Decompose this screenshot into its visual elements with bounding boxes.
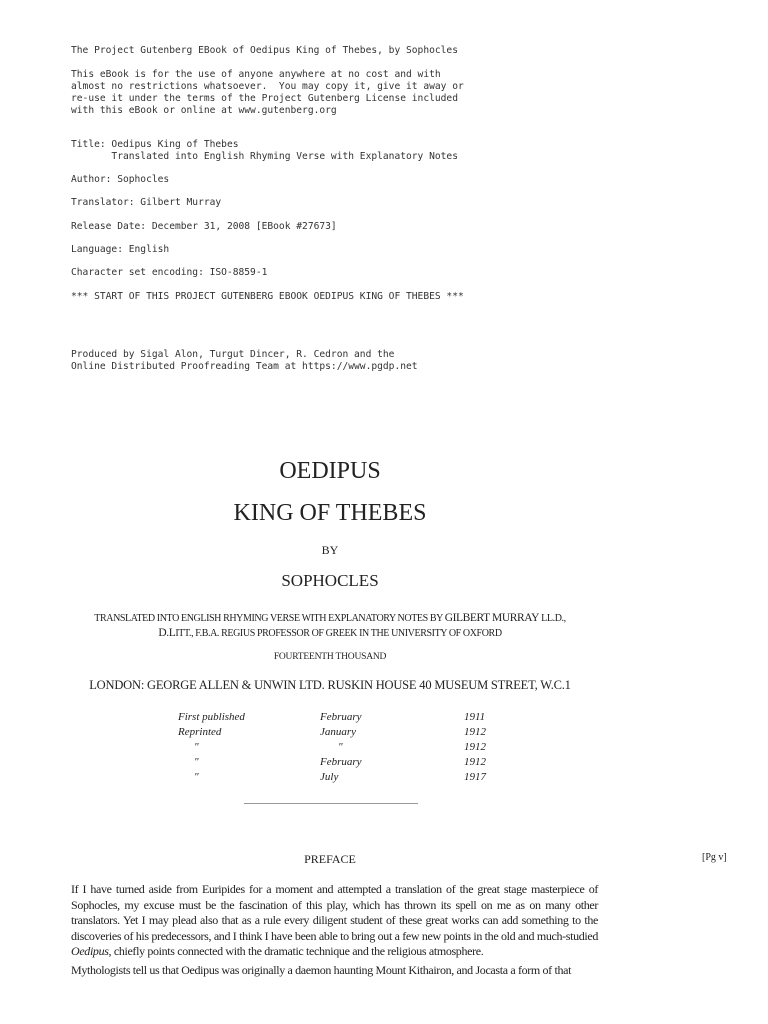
publisher-line: LONDON: GEORGE ALLEN & UNWIN LTD. RUSKIN HOUSE 40 MUSEUM STREET, W.C.1 <box>89 678 571 692</box>
meta-release-date: Release Date: December 31, 2008 [EBook #27673] <box>71 221 337 232</box>
edition-note: FOURTEENTH THOUSAND <box>273 652 387 662</box>
book-title: OEDIPUS <box>279 458 381 484</box>
publication-row: " " 1912 <box>194 741 486 753</box>
preface-paragraph: Mythologists tell us that Oedipus was originally a daemon haunting Mount Kithairon, and Jocasta a form of that <box>71 963 572 977</box>
preface-heading: PREFACE <box>304 852 356 866</box>
meta-author: Author: Sophocles <box>71 174 170 185</box>
license-line: re-use it under the terms of the Project Gutenberg License included <box>71 93 458 104</box>
degree-litt: D.LITT <box>158 627 189 639</box>
page-number-marker[interactable]: [Pg v] <box>702 852 727 863</box>
by-label: BY <box>321 543 339 557</box>
publication-row: First published February 1911 <box>178 711 486 723</box>
meta-translator: Translator: Gilbert Murray <box>71 197 222 208</box>
italic-title: Oedipus <box>71 944 109 958</box>
author-name: SOPHOCLES <box>281 571 379 590</box>
preface-paragraph: If I have turned aside from Euripides for a moment and attempted a translation of the great stage masterpiece of Sophocles, my excuse must be the fascination of this play, which has thrown its spell on me as on many other translators. Yet I may plead also that as a rule every diligent student of these great works can add something to the discoveries of his predecessors, and I think I have been able to bring out a few new points in the old and much-studied Oedipus, chiefly points connected with the dramatic technique and the religious atmosphere. <box>71 882 598 958</box>
publication-row: Reprinted January 1912 <box>178 726 486 738</box>
translator-degree: LL.D., <box>541 613 566 624</box>
produced-by-line: Online Distributed Proofreading Team at https://www.pgdp.net <box>71 361 418 372</box>
meta-encoding: Character set encoding: ISO-8859-1 <box>71 267 268 278</box>
publication-row: " February 1912 <box>194 756 486 768</box>
meta-title: Title: Oedipus King of Thebes <box>71 139 239 150</box>
meta-subtitle: Translated into English Rhyming Verse with Explanatory Notes <box>71 151 458 162</box>
section-divider <box>244 803 418 804</box>
license-line: with this eBook or online at www.gutenberg.org <box>71 105 337 116</box>
book-subtitle: KING OF THEBES <box>233 500 427 526</box>
license-line: This eBook is for the use of anyone anywhere at no cost and with <box>71 69 441 80</box>
translator-name: GILBERT MURRAY <box>444 612 540 624</box>
ebook-header-line: The Project Gutenberg EBook of Oedipus King of Thebes, by Sophocles <box>71 45 458 56</box>
meta-language: Language: English <box>71 244 170 255</box>
publication-row: " July 1917 <box>194 771 486 783</box>
start-marker: *** START OF THIS PROJECT GUTENBERG EBOOK OEDIPUS KING OF THEBES *** <box>71 291 464 302</box>
professorship: ., F.B.A. REGIUS PROFESSOR OF GREEK IN THE UNIVERSITY OF OXFORD <box>188 628 502 639</box>
publication-history-table <box>0 711 600 786</box>
translated-prefix: TRANSLATED INTO ENGLISH RHYMING VERSE WITH EXPLANATORY NOTES BY <box>94 613 443 624</box>
license-line: almost no restrictions whatsoever. You may copy it, give it away or <box>71 81 464 92</box>
produced-by-line: Produced by Sigal Alon, Turgut Dincer, R. Cedron and the <box>71 349 395 360</box>
translator-credit <box>0 611 660 641</box>
